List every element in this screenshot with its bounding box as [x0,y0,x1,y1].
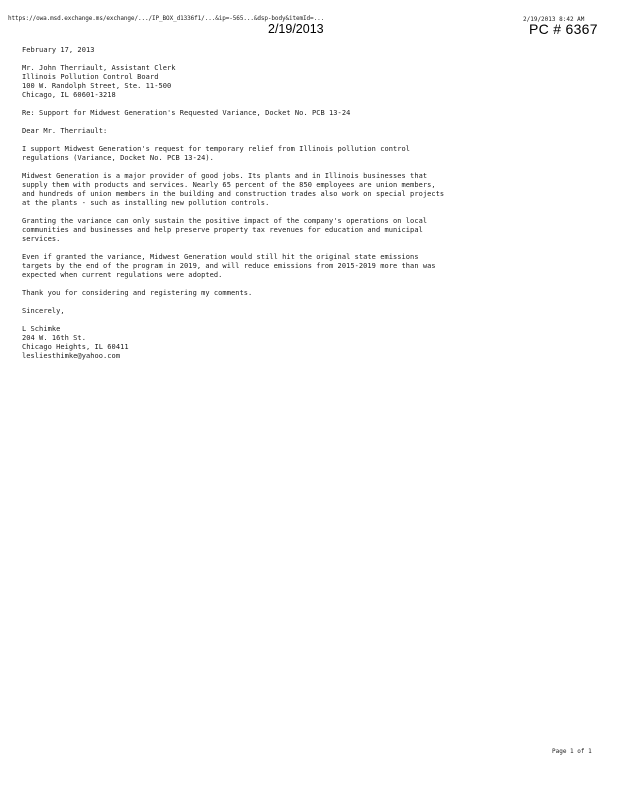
signature-email: lesliesthimke@yahoo.com [22,352,121,360]
paragraph-line: Granting the variance can only sustain the positive impact of the company's operations on local [22,217,428,225]
address-line: Mr. John Therriault, Assistant Clerk [22,64,176,72]
salutation: Dear Mr. Therriault: [22,127,108,135]
received-date-stamp: 2/19/2013 [268,22,324,36]
letter-body [22,46,582,361]
paragraph-line: expected when current regulations were adopted. [22,271,223,279]
signature-name: L Schimke [22,325,61,333]
paragraph-line: Even if granted the variance, Midwest Generation would still hit the original state emissions [22,253,419,261]
paragraph-line: supply them with products and services. Nearly 65 percent of the 850 employees are union members, [22,181,436,189]
address-line: Chicago, IL 60601-3218 [22,91,116,99]
paragraph-line: targets by the end of the program in 2019, and will reduce emissions from 2015-2019 more than was [22,262,436,270]
paragraph-line: and hundreds of union members in the building and construction trades also work on special projects [22,190,445,198]
public-comment-number-stamp: PC # 6367 [529,21,598,37]
address-line: Illinois Pollution Control Board [22,73,159,81]
print-header-url: https://owa.msd.exchange.ms/exchange/.../IP_BOX_d1336f1/...&ip=-565...&dsp-body&itemId=... [8,15,325,22]
page-number: Page 1 of 1 [552,748,592,755]
address-line: 100 W. Randolph Street, Ste. 11-500 [22,82,172,90]
letter-date: February 17, 2013 [22,46,95,54]
closing: Sincerely, [22,307,65,315]
paragraph-line: regulations (Variance, Docket No. PCB 13-24). [22,154,214,162]
subject-line: Re: Support for Midwest Generation's Requested Variance, Docket No. PCB 13-24 [22,109,351,117]
paragraph-line: Thank you for considering and registering my comments. [22,289,253,297]
signature-street: 204 W. 16th St. [22,334,86,342]
signature-city: Chicago Heights, IL 60411 [22,343,129,351]
paragraph-line: Midwest Generation is a major provider of good jobs. Its plants and in Illinois businesses that [22,172,428,180]
paragraph-line: I support Midwest Generation's request for temporary relief from Illinois pollution control [22,145,411,153]
print-header-date: 2/19/2013 8:42 AM [523,16,585,23]
paragraph-line: at the plants - such as installing new pollution controls. [22,199,270,207]
paragraph-line: services. [22,235,61,243]
paragraph-line: communities and businesses and help preserve property tax revenues for education and municipal [22,226,423,234]
